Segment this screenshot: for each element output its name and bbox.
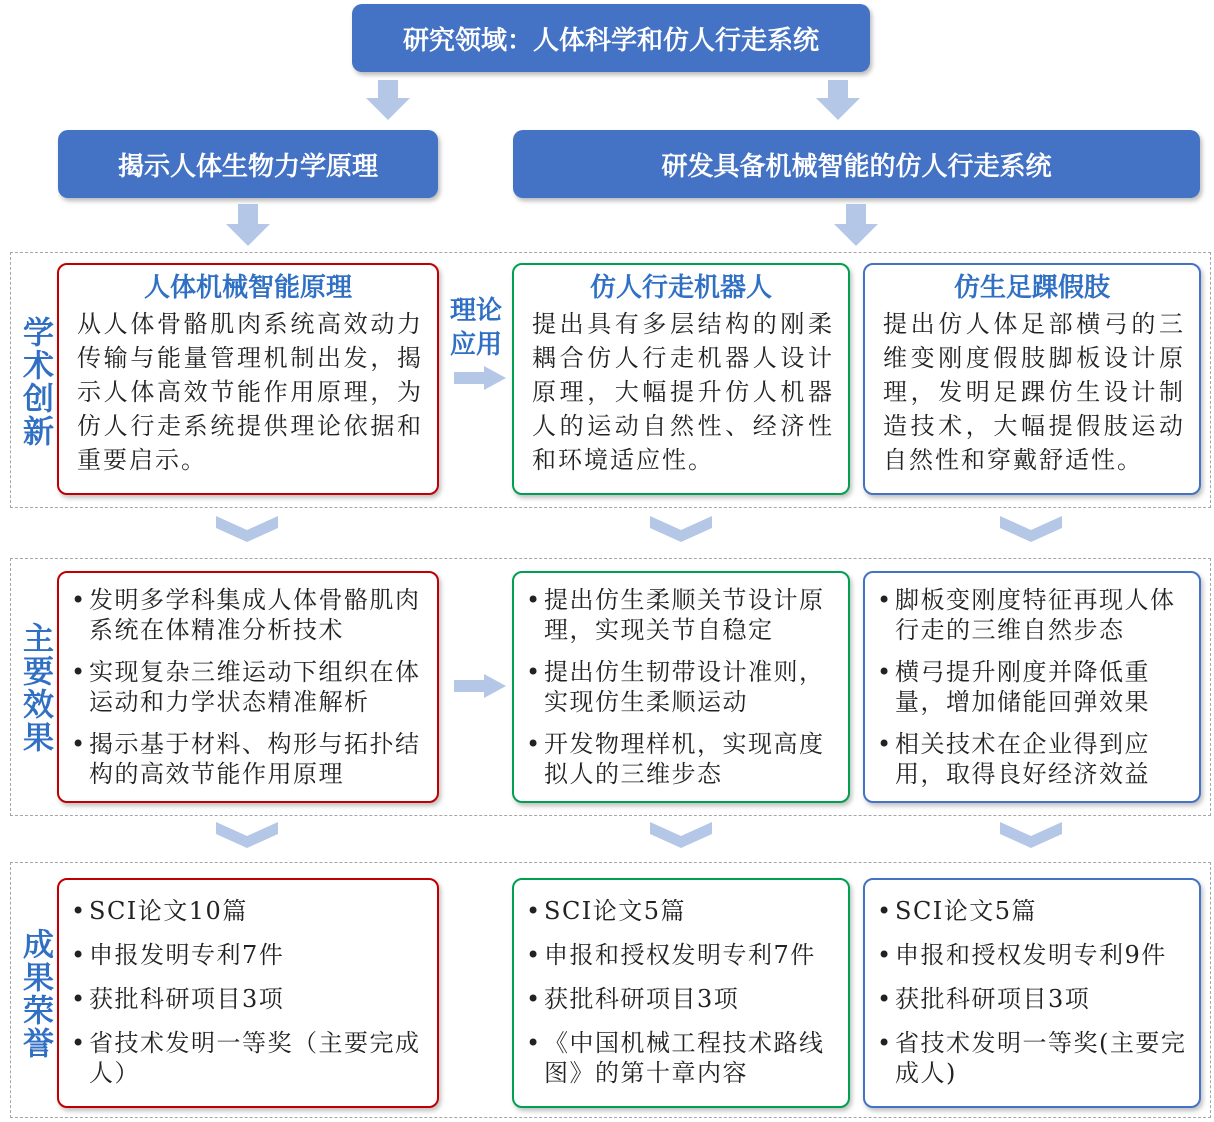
card-prosthesis	[863, 263, 1201, 495]
list-item: • 获批科研项目3项	[71, 984, 427, 1014]
branch-left-text: 揭示人体生物力学原理	[117, 151, 378, 182]
card-honors-robot	[512, 878, 850, 1108]
branch-left-banner	[58, 130, 438, 198]
list-item: • SCI论文5篇	[526, 896, 838, 926]
section-label-innovation: 学术创新	[17, 316, 53, 448]
card-text: 提出具有多层结构的刚柔耦合仿人行走机器人设计原理，大幅提升仿人机器人的运动自然性、经济性和环境适应性。	[532, 310, 834, 474]
list-item: • 申报发明专利7件	[71, 940, 427, 970]
list-item: • 相关技术在企业得到应用，取得良好经济效益	[877, 729, 1189, 789]
card-title: 人体机械智能原理	[143, 273, 352, 303]
list-item: • SCI论文10篇	[71, 896, 427, 926]
honors-list	[514, 880, 848, 1088]
list-item: • 实现复杂三维运动下组织在体运动和力学状态精准解析	[71, 657, 427, 717]
card-honors-human	[57, 878, 439, 1108]
list-item: • 省技术发明一等奖(主要完成人)	[877, 1028, 1189, 1088]
chevron-down-icon	[216, 516, 278, 542]
list-item: • SCI论文5篇	[877, 896, 1189, 926]
chevron-down-icon	[1000, 822, 1062, 848]
card-walking-robot	[512, 263, 850, 495]
card-text: 提出仿人体足部横弓的三维变刚度假肢脚板设计原理，发明足踝仿生设计制造技术，大幅提假肢运动自然性和穿戴舒适性。	[883, 310, 1185, 474]
list-item: • 获批科研项目3项	[526, 984, 838, 1014]
list-item: • 申报和授权发明专利9件	[877, 940, 1189, 970]
card-text: 从人体骨骼肌肉系统高效动力传输与能量管理机制出发，揭示人体高效节能作用原理，为仿人行走系统提供理论依据和重要启示。	[77, 310, 423, 474]
card-honors-prosthesis	[863, 878, 1201, 1108]
effects-list	[865, 573, 1199, 789]
honors-list	[865, 880, 1199, 1088]
chevron-down-icon	[1000, 516, 1062, 542]
list-item: • 申报和授权发明专利7件	[526, 940, 838, 970]
top-banner	[352, 4, 870, 72]
chevron-down-icon	[650, 516, 712, 542]
card-human-principle	[57, 263, 439, 495]
list-item: • 获批科研项目3项	[877, 984, 1189, 1014]
theory-application-label: 理论应用	[449, 296, 502, 360]
list-item: • 揭示基于材料、构形与拓扑结构的高效节能作用原理	[71, 729, 427, 789]
list-item: • 省技术发明一等奖（主要完成人）	[71, 1028, 427, 1088]
chevron-down-icon	[216, 822, 278, 848]
section-label-honors: 成果荣誉	[17, 928, 53, 1060]
card-effects-robot	[512, 571, 850, 803]
card-effects-human	[57, 571, 439, 803]
branch-right-banner	[513, 130, 1200, 198]
list-item: • 发明多学科集成人体骨骼肌肉系统在体精准分析技术	[71, 585, 427, 645]
list-item: • 《中国机械工程技术路线图》的第十章内容	[526, 1028, 838, 1088]
card-title: 仿生足踝假肢	[953, 273, 1110, 303]
card-effects-prosthesis	[863, 571, 1201, 803]
card-title: 仿人行走机器人	[589, 273, 772, 303]
branch-right-text: 研发具备机械智能的仿人行走系统	[661, 151, 1052, 182]
list-item: • 提出仿生韧带设计准则，实现仿生柔顺运动	[526, 657, 838, 717]
list-item: • 开发物理样机，实现高度拟人的三维步态	[526, 729, 838, 789]
chevron-down-icon	[650, 822, 712, 848]
effects-list	[59, 573, 437, 789]
list-item: • 提出仿生柔顺关节设计原理，实现关节自稳定	[526, 585, 838, 645]
top-banner-text: 研究领域：人体科学和仿人行走系统	[402, 25, 819, 56]
list-item: • 脚板变刚度特征再现人体行走的三维自然步态	[877, 585, 1189, 645]
honors-list	[59, 880, 437, 1088]
section-label-effects: 主要效果	[17, 622, 53, 754]
list-item: • 横弓提升刚度并降低重量，增加储能回弹效果	[877, 657, 1189, 717]
effects-list	[514, 573, 848, 789]
